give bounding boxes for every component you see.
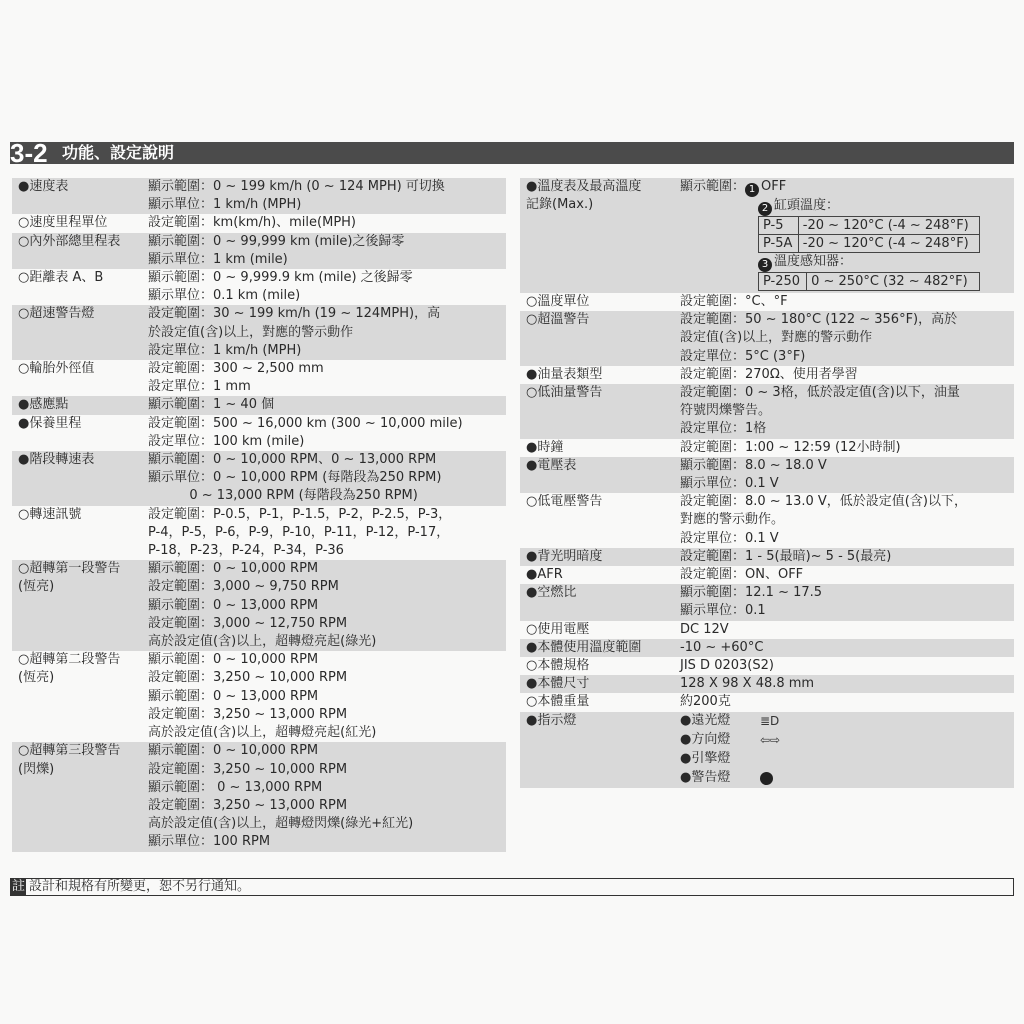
spec-row-temperature <box>520 178 1014 293</box>
spec-value-line: 設定範圍：30 ~ 199 km/h (19 ~ 124MPH)，高 <box>148 306 441 322</box>
spec-value-line: 設定範圍：3,000 ~ 12,750 RPM <box>148 615 348 631</box>
spec-row <box>520 639 1014 657</box>
option-text: 缸頭溫度： <box>774 198 840 213</box>
spec-label <box>12 269 148 287</box>
spec-name: 速度里程單位 <box>29 215 108 231</box>
spec-row-indicators <box>520 712 1014 788</box>
footer-text: 設計和規格有所變更，恕不另行通知。 <box>29 879 251 894</box>
spec-row <box>520 384 1014 439</box>
spec-value-line: 顯示單位：0.1 km (mile) <box>148 288 301 304</box>
number-badge-icon: 2 <box>758 202 772 216</box>
spec-value-line: 設定範圍：P-0.5，P-1，P-1.5，P-2，P-2.5，P-3， <box>148 506 452 522</box>
spec-label <box>520 621 680 639</box>
spec-label <box>520 311 680 329</box>
bullet-marker: ○ <box>18 215 30 231</box>
spec-value-line: 顯示範圍：0 ~ 199 km/h (0 ~ 124 MPH) 可切換 <box>148 179 445 194</box>
spec-values <box>680 293 1014 311</box>
spec-label <box>12 560 148 596</box>
bullet-marker: ○ <box>18 270 30 286</box>
spec-value-line: 顯示單位：0 ~ 10,000 RPM (每階段為250 RPM) <box>148 470 442 486</box>
spec-row <box>12 269 506 305</box>
spec-row <box>520 439 1014 457</box>
spec-value-line: JIS D 0203(S2) <box>680 658 774 674</box>
spec-value-line: 顯示範圍：0 ~ 9,999.9 km (mile) 之後歸零 <box>148 270 413 286</box>
bullet-marker: ○ <box>526 694 538 710</box>
spec-values <box>148 360 506 396</box>
spec-label <box>520 293 680 311</box>
spec-label <box>12 360 148 378</box>
spec-label <box>12 742 148 778</box>
indicator-light-name <box>680 712 760 730</box>
spec-value-line: 顯示單位：1 km (mile) <box>148 251 288 267</box>
table-cell: P-5 <box>759 217 799 235</box>
spec-name: 本體重量 <box>537 694 590 710</box>
bullet-marker: ○ <box>18 233 30 249</box>
spec-value-line: 設定範圍：3,250 ~ 13,000 RPM <box>148 706 348 722</box>
spec-row <box>520 657 1014 675</box>
bullet-marker: ○ <box>526 294 538 309</box>
indicator-light-row <box>680 712 1014 731</box>
spec-name: 使用電壓 <box>537 621 590 637</box>
spec-value-line: 顯示範圍：0 ~ 13,000 RPM <box>148 597 319 613</box>
spec-label <box>520 493 680 511</box>
spec-row <box>12 742 506 851</box>
spec-name: 電壓表 <box>537 457 577 473</box>
spec-row <box>520 566 1014 584</box>
spec-row <box>12 305 506 360</box>
spec-value-line: P-4，P-5，P-6，P-9，P-10，P-11，P-12，P-17， <box>148 524 450 540</box>
spec-row <box>520 457 1014 493</box>
spec-value-line: 設定單位：100 km (mile) <box>148 433 305 449</box>
spec-values <box>148 178 506 214</box>
bullet-marker: ● <box>526 179 538 194</box>
spec-values <box>680 457 1014 493</box>
spec-name: 空燃比 <box>537 585 577 601</box>
spec-value-line: 設定值(含)以上，對應的警示動作 <box>680 330 873 346</box>
bullet-marker: ○ <box>18 743 30 759</box>
table-cell: P-5A <box>759 235 799 253</box>
table-row <box>759 273 980 291</box>
bullet-marker: ● <box>680 751 692 767</box>
spec-name: 低油量警告 <box>537 385 603 401</box>
spec-value-line: 高於設定值(含)以上，超轉燈亮起(綠光) <box>148 634 377 650</box>
spec-value-line: 設定單位：1 km/h (MPH) <box>148 342 302 358</box>
spec-value-line: 128 X 98 X 48.8 mm <box>680 676 815 692</box>
bullet-marker: ● <box>526 676 538 692</box>
spec-label <box>520 548 680 566</box>
spec-values <box>680 439 1014 457</box>
spec-values <box>680 693 1014 711</box>
spec-value-line: 顯示範圍： 0 ~ 13,000 RPM <box>148 779 323 795</box>
spec-value-line: 顯示範圍：0 ~ 10,000 RPM、0 ~ 13,000 RPM <box>148 452 437 468</box>
spec-value-line: 設定範圍：3,250 ~ 13,000 RPM <box>148 797 348 813</box>
indicator-light-row <box>680 731 1014 750</box>
table-cell: 0 ~ 250°C (32 ~ 482°F) <box>807 273 980 291</box>
spec-values <box>680 548 1014 566</box>
table-row <box>759 217 980 235</box>
spec-name: 時鐘 <box>537 439 564 455</box>
spec-value-line: 顯示範圍：1 ~ 40 個 <box>148 397 275 413</box>
right-spec-column <box>520 178 1014 788</box>
option-text: 溫度感知器： <box>774 254 853 269</box>
high-beam-icon: ≣D <box>760 714 780 729</box>
spec-name: 感應點 <box>29 397 69 413</box>
spec-name: 低電壓警告 <box>537 494 603 510</box>
spec-values <box>680 366 1014 384</box>
spec-row <box>12 415 506 451</box>
temp-option-1 <box>680 178 1014 197</box>
spec-value-line: 顯示範圍：8.0 ~ 18.0 V <box>680 457 827 473</box>
spec-value-line: 顯示單位：0.1 V <box>680 476 779 492</box>
spec-row <box>12 651 506 742</box>
spec-label <box>520 657 680 675</box>
spec-row <box>520 293 1014 311</box>
spec-name: 指示燈 <box>537 712 577 728</box>
spec-value-line: 顯示範圍：0 ~ 10,000 RPM <box>148 652 319 668</box>
spec-label <box>520 693 680 711</box>
spec-name: 轉速訊號 <box>29 506 82 522</box>
spec-values <box>680 178 1014 291</box>
bullet-marker: ○ <box>526 312 538 328</box>
bullet-marker: ○ <box>18 561 30 577</box>
spec-value-line: 設定範圍：ON、OFF <box>680 567 804 583</box>
spec-values <box>148 396 506 414</box>
spec-row <box>520 366 1014 384</box>
range-label: 顯示範圍： <box>680 179 746 194</box>
table-cell: -20 ~ 120°C (-4 ~ 248°F) <box>798 217 979 235</box>
light-label: 警告燈 <box>691 770 731 786</box>
spec-label <box>520 639 680 657</box>
spec-value-line: 顯示範圍：0 ~ 13,000 RPM <box>148 688 319 704</box>
spec-values <box>680 639 1014 657</box>
indicator-light-row <box>680 750 1014 769</box>
spec-values <box>148 506 506 561</box>
spec-value-line: 符號閃爍警告。 <box>680 403 772 419</box>
bullet-marker: ○ <box>526 658 538 674</box>
indicator-light-row <box>680 769 1014 788</box>
bullet-marker: ● <box>680 732 692 748</box>
spec-value-line: 設定單位：5°C (3°F) <box>680 348 806 364</box>
indicator-light-name <box>680 750 760 768</box>
spec-value-line: 顯示範圍：12.1 ~ 17.5 <box>680 585 823 601</box>
spec-label <box>520 439 680 457</box>
spec-label <box>12 651 148 687</box>
light-label: 遠光燈 <box>691 713 731 729</box>
spec-row <box>12 560 506 651</box>
table-cell: -20 ~ 120°C (-4 ~ 248°F) <box>798 235 979 253</box>
spec-label <box>520 675 680 693</box>
spec-value-line: DC 12V <box>680 621 729 637</box>
spec-label <box>520 384 680 402</box>
bullet-marker: ● <box>526 712 538 728</box>
spec-value-line: 對應的警示動作。 <box>680 512 785 528</box>
bullet-marker: ● <box>526 457 538 473</box>
spec-value-line: 顯示單位：0.1 <box>680 603 766 619</box>
bullet-marker: ● <box>526 585 538 601</box>
spec-name: 輪胎外徑值 <box>29 361 95 377</box>
spec-value-line: 約200克 <box>680 694 731 710</box>
turn-signal-icon: ⇦⇨ <box>760 733 781 748</box>
spec-value-line: 顯示範圍：0 ~ 10,000 RPM <box>148 561 319 577</box>
spec-values <box>680 384 1014 439</box>
spec-values <box>148 233 506 269</box>
spec-name: 本體使用溫度範圍 <box>537 639 642 655</box>
spec-label <box>520 712 680 730</box>
spec-label <box>520 457 680 475</box>
spec-label <box>520 178 680 214</box>
spec-value-line: 設定範圍：270Ω、使用者學習 <box>680 366 858 382</box>
bullet-marker: ● <box>526 567 538 583</box>
bullet-marker: ○ <box>526 621 538 637</box>
bullet-marker: ● <box>18 415 30 431</box>
spec-value-line: 於設定值(含)以上，對應的警示動作 <box>148 324 354 340</box>
spec-name: 內外部總里程表 <box>29 233 121 249</box>
footer-note <box>10 878 1014 896</box>
spec-label <box>12 214 148 232</box>
number-badge-icon: 1 <box>745 183 759 197</box>
spec-name: 超轉第一段警告 (恆亮) <box>18 561 121 595</box>
bullet-marker: ● <box>18 179 30 194</box>
spec-row <box>12 178 506 214</box>
spec-name: 超轉第二段警告 (恆亮) <box>18 652 121 686</box>
table-cell: P-250 <box>759 273 807 291</box>
spec-values <box>680 675 1014 693</box>
spec-row <box>12 214 506 232</box>
spec-label <box>12 178 148 196</box>
spec-value-line: P-18，P-23，P-24，P-34，P-36 <box>148 543 344 559</box>
indicator-light-name <box>680 769 760 787</box>
spec-values <box>680 311 1014 366</box>
spec-name: 本體規格 <box>537 658 590 674</box>
spec-name: 溫度單位 <box>537 294 590 309</box>
section-title: 功能、設定說明 <box>62 143 175 162</box>
spec-name: 超速警告燈 <box>29 306 95 322</box>
light-label: 引擎燈 <box>691 751 731 767</box>
bullet-marker: ● <box>680 713 692 729</box>
bullet-marker: ○ <box>526 494 538 510</box>
spec-row <box>12 451 506 506</box>
bullet-marker: ● <box>680 770 692 786</box>
spec-value-line: 顯示範圍：0 ~ 99,999 km (mile)之後歸零 <box>148 233 405 249</box>
spec-values <box>680 657 1014 675</box>
spec-row <box>520 548 1014 566</box>
spec-name: 油量表類型 <box>537 366 603 382</box>
spec-name: AFR <box>537 567 563 583</box>
temp-option-3 <box>680 253 1014 272</box>
spec-value-line: 顯示單位：100 RPM <box>148 834 271 850</box>
spec-row <box>520 584 1014 620</box>
spec-row <box>520 693 1014 711</box>
spec-values <box>148 651 506 742</box>
spec-name: 保養里程 <box>29 415 82 431</box>
spec-values <box>148 415 506 451</box>
spec-value-line: 設定範圍：1 - 5(最暗)~ 5 - 5(最亮) <box>680 548 892 564</box>
bullet-marker: ○ <box>18 652 30 668</box>
spec-name: 背光明暗度 <box>537 548 603 564</box>
spec-value-line: -10 ~ +60°C <box>680 639 764 655</box>
spec-value-line: 設定範圍：0 ~ 3格，低於設定值(含)以下，油量 <box>680 385 960 401</box>
spec-row <box>520 311 1014 366</box>
spec-row <box>12 506 506 561</box>
spec-values <box>148 214 506 232</box>
spec-value-line: 設定範圍：50 ~ 180°C (122 ~ 356°F)，高於 <box>680 312 958 328</box>
spec-name: 超轉第三段警告 (閃爍) <box>18 743 121 777</box>
spec-value-line: 設定單位：1格 <box>680 421 767 437</box>
light-label: 方向燈 <box>691 732 731 748</box>
section-number: 3-2 <box>10 138 48 168</box>
spec-value-line: 設定單位：0.1 V <box>680 530 779 546</box>
spec-name: 速度表 <box>29 179 69 194</box>
spec-label <box>12 506 148 524</box>
spec-values <box>148 742 506 851</box>
spec-value-line: 0 ~ 13,000 RPM (每階段為250 RPM) <box>148 488 418 504</box>
note-mark: 註 <box>12 879 26 894</box>
sensor-temp-table <box>758 272 980 291</box>
spec-value-line: 設定範圍：500 ~ 16,000 km (300 ~ 10,000 mile) <box>148 415 463 431</box>
spec-values <box>680 584 1014 620</box>
spec-label <box>520 566 680 584</box>
spec-value-line: 設定範圍：3,250 ~ 10,000 RPM <box>148 761 348 777</box>
spec-value-line: 設定範圍：3,250 ~ 10,000 RPM <box>148 670 348 686</box>
spec-value-line: 設定範圍：1:00 ~ 12:59 (12小時制) <box>680 439 901 455</box>
bullet-marker: ○ <box>18 361 30 377</box>
warning-dot-icon <box>760 772 773 785</box>
bullet-marker: ● <box>526 366 538 382</box>
spec-name: 本體尺寸 <box>537 676 590 692</box>
spec-value-line: 設定範圍：300 ~ 2,500 mm <box>148 361 324 377</box>
spec-value-line: 設定範圍：km(km/h)、mile(MPH) <box>148 215 357 231</box>
spec-label <box>12 305 148 323</box>
spec-value-line: 設定範圍：°C、°F <box>680 294 788 309</box>
spec-value-line: 顯示範圍：0 ~ 10,000 RPM <box>148 743 319 759</box>
bullet-marker: ○ <box>18 506 30 522</box>
spec-values <box>148 560 506 651</box>
spec-row <box>520 621 1014 639</box>
spec-values <box>148 269 506 305</box>
bullet-marker: ● <box>526 439 538 455</box>
temp-option-2 <box>680 197 1014 216</box>
number-badge-icon: 3 <box>758 258 772 272</box>
spec-values <box>680 621 1014 639</box>
bullet-marker: ● <box>18 397 30 413</box>
spec-label <box>12 233 148 251</box>
left-spec-column <box>12 178 506 852</box>
spec-row <box>520 493 1014 548</box>
indicator-light-name <box>680 731 760 749</box>
spec-row <box>12 360 506 396</box>
bullet-marker: ● <box>526 639 538 655</box>
spec-name: 溫度表及最高溫度 記錄(Max.) <box>526 179 642 213</box>
spec-name: 距離表 A、B <box>29 270 104 286</box>
spec-label <box>12 396 148 414</box>
spec-label <box>12 415 148 433</box>
spec-value-line: 設定單位：1 mm <box>148 379 251 395</box>
spec-name: 超溫警告 <box>537 312 590 328</box>
bullet-marker: ● <box>526 548 538 564</box>
table-row <box>759 235 980 253</box>
spec-value-line: 高於設定值(含)以上，超轉燈閃爍(綠光+紅光) <box>148 816 414 832</box>
spec-name: 階段轉速表 <box>29 452 95 468</box>
spec-label <box>520 584 680 602</box>
bullet-marker: ○ <box>18 306 30 322</box>
bullet-marker: ○ <box>526 385 538 401</box>
indicator-light-list <box>680 712 1014 788</box>
spec-value-line: 顯示單位：1 km/h (MPH) <box>148 197 302 213</box>
spec-values <box>148 305 506 360</box>
spec-values <box>680 566 1014 584</box>
spec-label <box>520 366 680 384</box>
spec-value-line: 設定範圍：8.0 ~ 13.0 V，低於設定值(含)以下， <box>680 494 967 510</box>
option-text: OFF <box>761 179 787 194</box>
spec-value-line: 設定範圍：3,000 ~ 9,750 RPM <box>148 579 339 595</box>
cylinder-temp-table <box>758 216 980 253</box>
spec-value-line: 高於設定值(含)以上，超轉燈亮起(紅光) <box>148 725 377 741</box>
spec-label <box>12 451 148 469</box>
right-spec-rows <box>520 293 1014 712</box>
spec-row <box>12 233 506 269</box>
bullet-marker: ● <box>18 452 30 468</box>
spec-row <box>12 396 506 414</box>
spec-values <box>680 493 1014 548</box>
spec-values <box>148 451 506 506</box>
spec-row <box>520 675 1014 693</box>
